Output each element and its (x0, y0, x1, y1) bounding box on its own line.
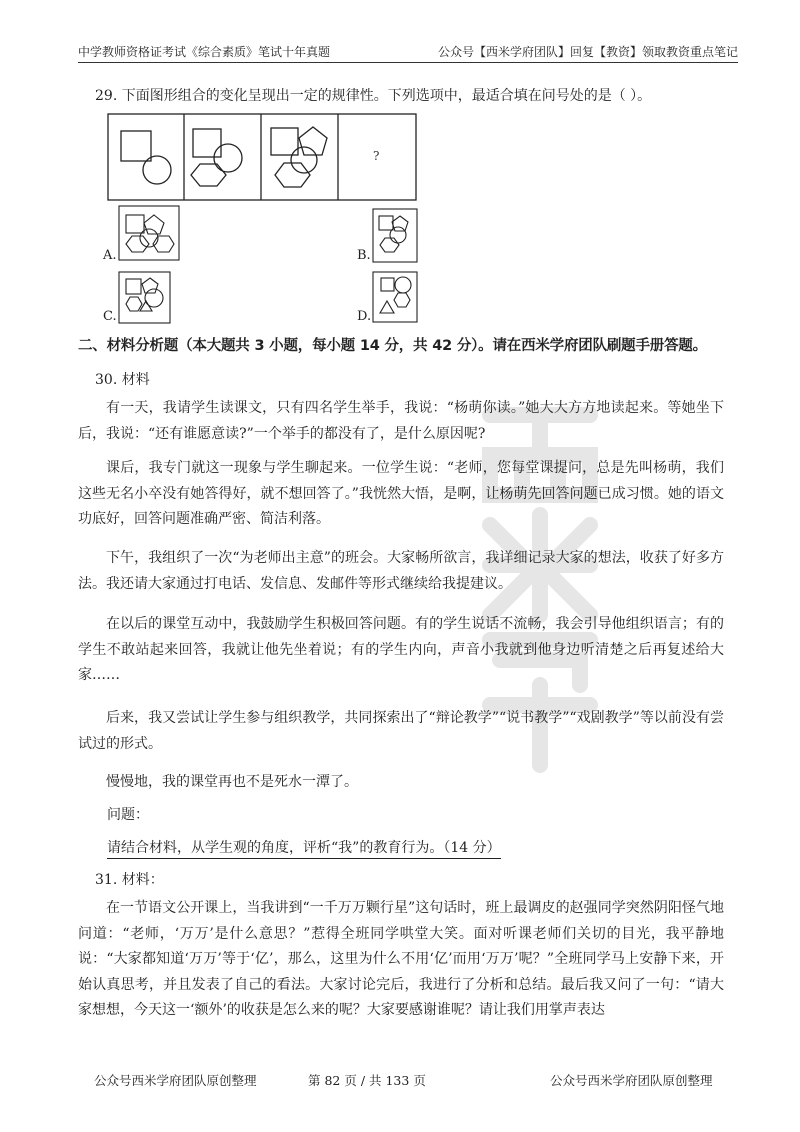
question-29-stem: 29. 下面图形组合的变化呈现出一定的规律性。下列选项中，最适合填在问号处的是（ ）。 (95, 88, 652, 104)
question-30-question: 请结合材料，从学生观的角度，评析“我”的教育行为。（14 分） (107, 838, 501, 859)
question-30-paragraph-3: 下午，我组织了一次“为老师出主意”的班会。大家畅所欲言，我详细记录大家的想法，收获了好多方法。我还请大家通过打电话、发信息、发邮件等形式继续给我提建议。 (78, 550, 724, 592)
question-30-paragraph-2: 课后，我专门就这一现象与学生聊起来。一位学生说：“老师，您每堂课提问，总是先叫杨萌，我们这些无名小卒没有她答得好，就不想回答了。”我恍然大悟，是啊，让杨萌先回答问题已成习惯。她的语文功底好，回答问题准确严密、简洁利落。 (78, 460, 724, 527)
footer-left-text: 公众号西米学府团队原创整理 (94, 1073, 257, 1088)
question-mark: ? (373, 149, 380, 163)
square-shape (193, 129, 221, 157)
header-left-text: 中学教师资格证考试《综合素质》笔试十年真题 (78, 45, 331, 59)
circle-shape (143, 156, 171, 184)
question-30-label: 30. 材料 (95, 372, 150, 388)
question-30-question-label: 问题： (107, 807, 149, 823)
footer-right-text: 公众号西米学府团队原创整理 (550, 1073, 713, 1088)
option-c-figure (118, 271, 171, 324)
circle-shape (291, 147, 317, 173)
option-d-label: D. (357, 309, 372, 324)
section-2-heading: 二、材料分析题（本大题共 3 小题，每小题 14 分，共 42 分）。请在西米学府团队刷题手册答题。 (78, 338, 707, 354)
question-30-paragraph-1: 有一天，我请学生读课文，只有四名学生举手，我说：“杨萌你读。”她大大方方地读起来。等她坐下后，我说：“还有谁愿意读?”一个举手的都没有了，是什么原因呢? (78, 400, 724, 442)
option-a-label: A. (103, 248, 117, 263)
question-31-paragraph: 在一节语文公开课上，当我讲到“一千万万颗行星”这句话时，班上最调皮的赵强同学突然阴阳怪气地问道：“老师，‘万万’是什么意思？”惹得全班同学哄堂大笑。面对听课老师们关切的目光，我平静地说：“大家都知道‘万万’等于‘亿’，那么，这里为什么不用‘亿’而用‘万万’呢？”全班同学马上安静下来，开始认真思考，并且发表了自己的看法。大家讨论完后，我进行了分析和总结。最后我又问了一句：“请大家想想，今天这一‘额外’的收获是怎么来的呢？大家要感谢谁呢？请让我们用掌声表达 (78, 900, 724, 1018)
option-c-label: C. (103, 309, 117, 324)
circle-shape (214, 144, 242, 172)
page-number: 第 82 页 / 共 133 页 (308, 1073, 426, 1088)
hexagon-shape (191, 164, 226, 186)
square-shape (121, 131, 151, 161)
question-30-paragraph-4: 在以后的课堂互动中，我鼓励学生积极回答问题。有的学生说话不流畅，我会引导他组织语言；有的学生不敢站起来回答，我就让他先坐着说；有的学生内向，声音小我就到他身边听清楚之后再复述给大家…… (78, 616, 724, 683)
option-d-figure (372, 271, 418, 323)
question-31-label: 31. 材料： (95, 872, 164, 888)
option-a-figure (118, 205, 180, 261)
question-30-paragraph-5: 后来，我又尝试让学生参与组织教学，共同探索出了“辩论教学”“说书教学”“戏剧教学”等以前没有尝试过的形式。 (78, 710, 724, 752)
header-right-text: 公众号【西米学府团队】回复【教资】领取教资重点笔记 (437, 45, 738, 59)
page-header (78, 40, 738, 63)
option-b-figure (372, 208, 418, 263)
question-30-paragraph-6: 慢慢地，我的课堂再也不是死水一潭了。 (106, 774, 358, 790)
question-29-figure-sequence (107, 113, 417, 203)
option-b-label: B. (357, 248, 371, 263)
